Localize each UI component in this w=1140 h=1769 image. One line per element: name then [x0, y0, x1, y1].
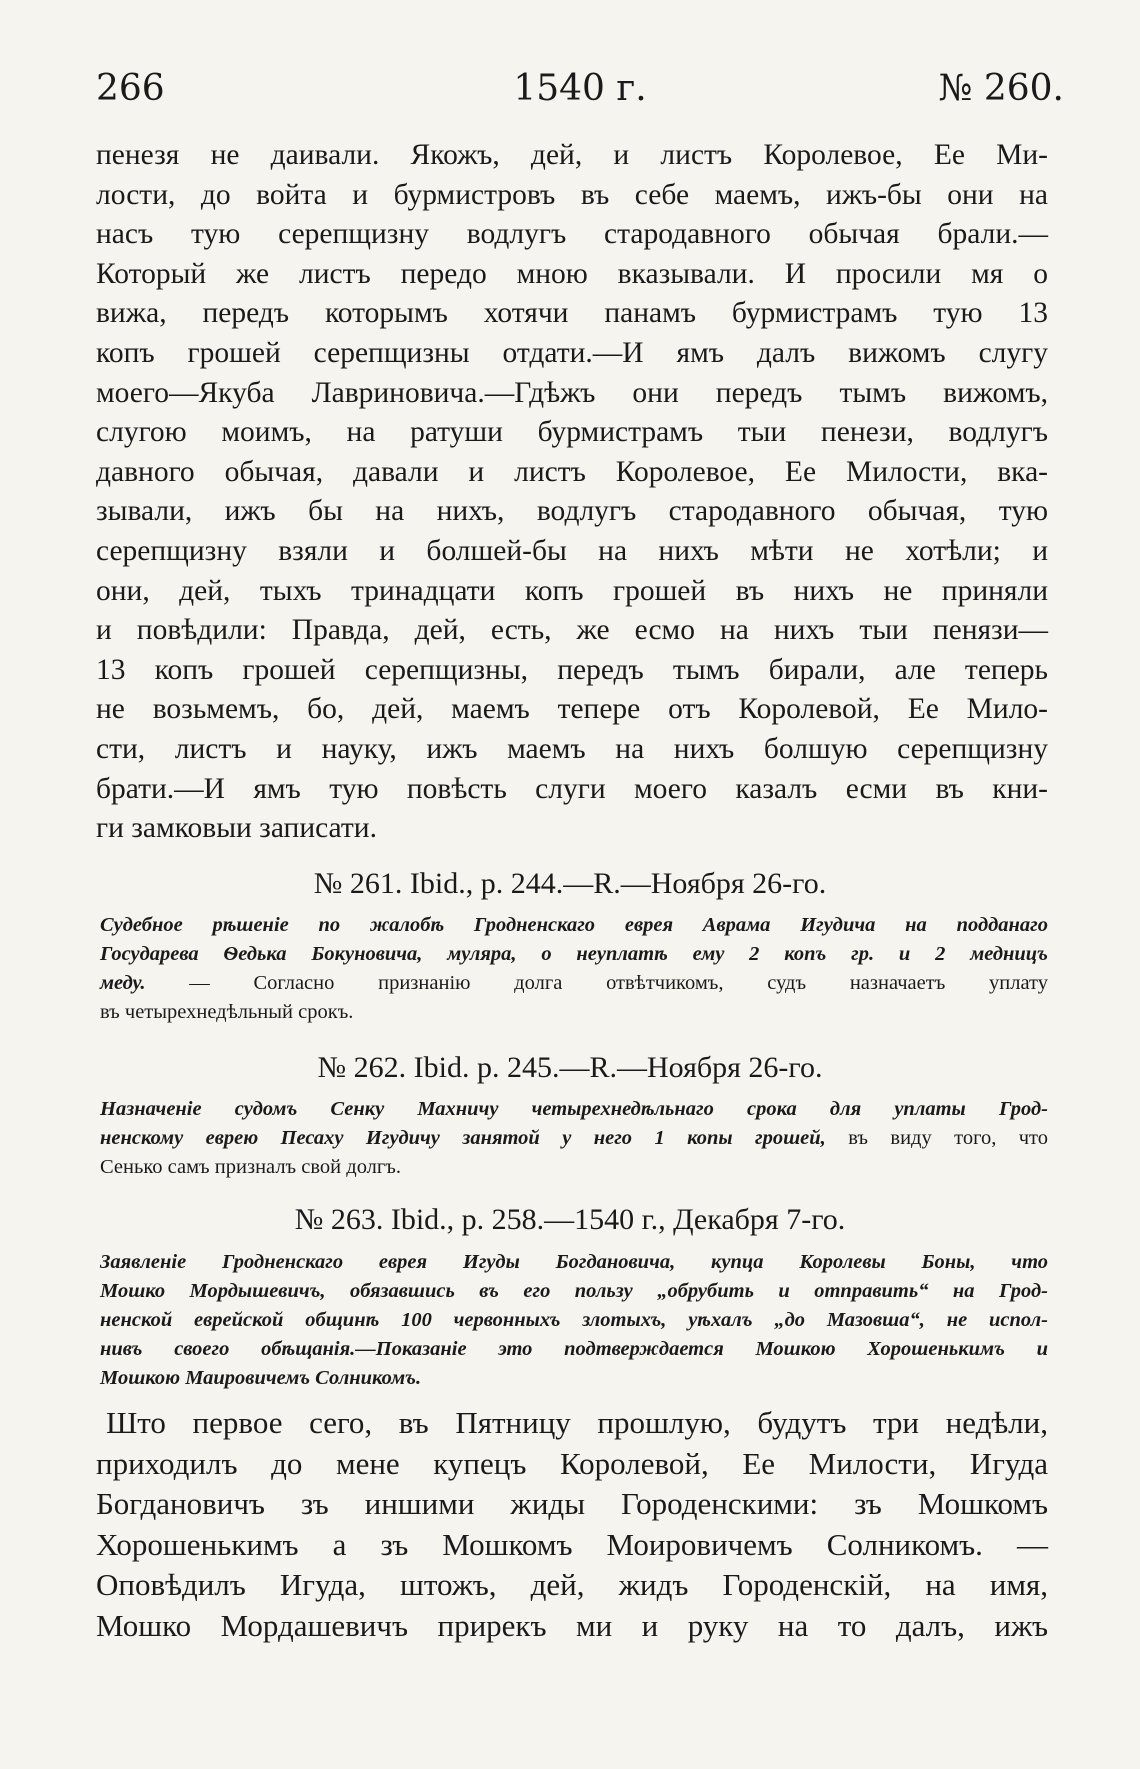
body-line: 13 копъ грошей серепщизны, передъ тымъ бирали, але теперь: [96, 653, 1048, 686]
header-year: 1540 г.: [513, 68, 647, 109]
final-line: Што первое сего, въ Пятницу прошлую, будутъ три недѣли,: [106, 1405, 1048, 1440]
body-line: не возьмемъ, бо, дей, маемъ тепере отъ Королевой, Ее Мило-: [96, 693, 1048, 726]
final-text: [96, 1403, 1048, 1646]
body-line: Который же листъ передо мною вказывали. И просили мя о: [96, 257, 1048, 290]
final-line: приходилъ до мене купецъ Королевой, Ее Милости, Игуда: [96, 1445, 1048, 1481]
document-number: № 260.: [938, 68, 1064, 109]
body-text: [96, 136, 1048, 849]
body-line: копъ грошей серепщизны отдати.—И ямъ далъ вижомъ слугу: [96, 336, 1048, 369]
entry-title: № 263. Ibid., р. 258.—1540 г., Декабря 7-го.: [294, 1203, 846, 1236]
entry-title: № 261. Ibid., р. 244.—R.—Ноября 26-го.: [313, 867, 827, 900]
body-line: и повѣдили: Правда, дей, есть, же есмо на нихъ тыи пенязи—: [96, 614, 1048, 647]
body-line: насъ тую серепщизну водлугъ стародавного обычая брали.—: [96, 218, 1048, 251]
body-line: лости, до войта и бурмистровъ въ себе маемъ, ижъ-бы они на: [96, 178, 1048, 211]
body-line: давного обычая, давали и листъ Королевое, Ее Милости, вка-: [96, 455, 1048, 488]
body-line: они, дей, тыхъ тринадцати копъ грошей въ нихъ не приняли: [96, 574, 1048, 607]
entry-summary: Назначеніе судомъ Сенку Махничу четырехнедѣльнаго срока для уплаты Грод- ненскому еврею Песаху Игудичу занятой у него 1 копы грошей, въ виду того, что Сенько самъ призналъ свой долгъ.: [100, 1098, 1049, 1178]
final-line: Оповѣдилъ Игуда, штожъ, дей, жидъ Городенскій, на имя,: [96, 1567, 1048, 1602]
page-header: [96, 64, 1064, 114]
body-line: серепщизну взяли и болшей-бы на нихъ мѣти не хотѣли; и: [96, 534, 1048, 567]
body-line: зывали, ижъ бы на нихъ, водлугъ стародавного обычая, тую: [96, 495, 1048, 528]
body-line: пенезя не даивали. Якожъ, дей, и листъ Королевое, Ее Ми-: [96, 139, 1048, 171]
final-line: Хорошенькимъ а зъ Мошкомъ Моировичемъ Солникомъ. —: [96, 1526, 1048, 1562]
body-line: слугою моимъ, на ратуши бурмистрамъ тыи пенези, водлугъ: [96, 416, 1048, 449]
body-line: вижа, передъ которымъ хотячи панамъ бурмистрамъ тую 13: [96, 297, 1048, 330]
body-line: сти, листъ и науку, ижъ маемъ на нихъ болшую серепщизну: [96, 732, 1048, 765]
page-number: 266: [96, 68, 165, 109]
final-line: Богдановичъ зъ иншими жиды Городенскими: зъ Мошкомъ: [96, 1486, 1048, 1521]
entry-title: № 262. Ibid. р. 245.—R.—Ноября 26-го.: [317, 1051, 823, 1084]
final-line: Мошко Мордашевичъ прирекъ ми и руку на то далъ, ижъ: [96, 1607, 1048, 1643]
body-line: брати.—И ямъ тую повѣсть слуги моего казалъ есми въ кни-: [96, 772, 1048, 805]
entry-summary: Судебное рѣшеніе по жалобѣ Гродненскаго еврея Аврама Игудича на подданаго Государева Ѳедька Бокуновича, муляра, о неуплатѣ ему 2 копъ гр. и 2 медницъ меду. — Согласно признанію долга отвѣтчикомъ, судъ назначаетъ уплату въ четырехнедѣльный срокъ.: [100, 914, 1048, 1023]
body-line: моего—Якуба Лавриновича.—Гдѣжъ они передъ тымъ вижомъ,: [96, 376, 1048, 409]
entry-summary: Заявленіе Гродненскаго еврея Игуды Богдановича, купца Королевы Боны, что Мошко Мордышевичъ, обязавшись въ его пользу „обрубить и отправить“ на Грод- ненской еврейской общинѣ 100 червонныхъ злотыхъ, уѣхалъ „до Мазовша“, не испол- нивъ своего обѣщанія.—Показаніе это подтверждается Мошкою Хорошенькимъ и Мошкою Маировичемъ Солникомъ.: [100, 1251, 1048, 1389]
body-line: ги замковыи записати.: [96, 812, 377, 845]
